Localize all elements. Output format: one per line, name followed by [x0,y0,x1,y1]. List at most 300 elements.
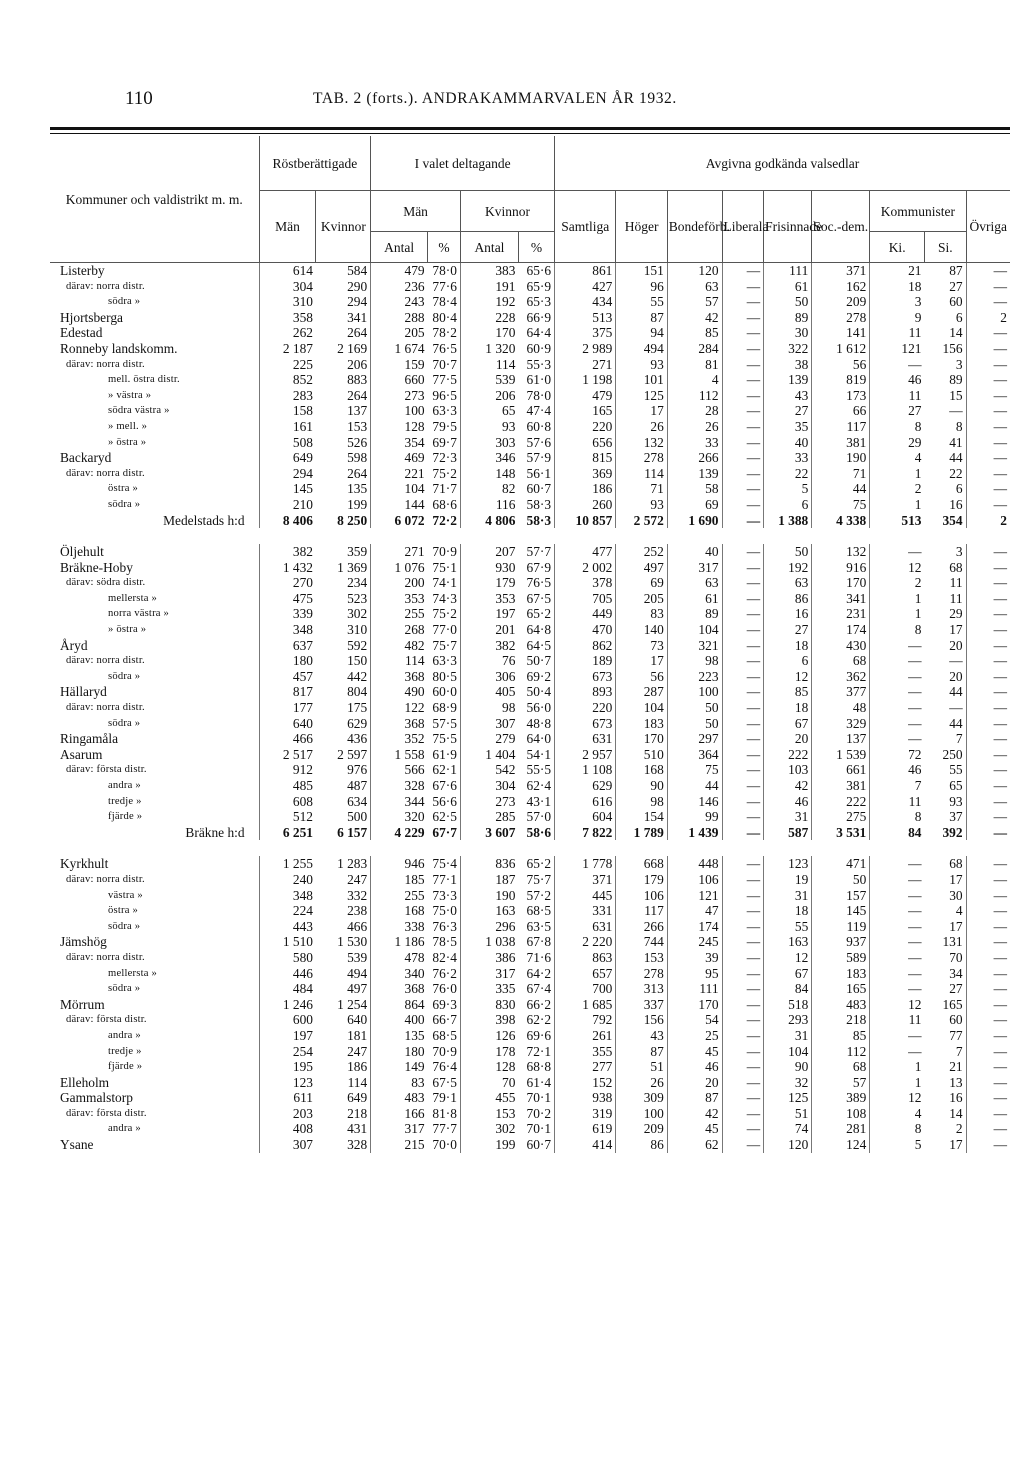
cell-value: 224 [259,903,316,919]
cell-value: 381 [812,778,870,794]
cell-value: — [966,403,1010,419]
cell-value: — [966,1121,1010,1137]
cell-value: 1 246 [259,997,316,1013]
cell-value: 283 [259,388,316,404]
cell-value: — [722,622,764,638]
election-table [50,136,1010,1153]
cell-value: 485 [259,778,316,794]
cell-value: 27 [949,278,963,294]
cell-value: 631 [555,731,616,747]
cell-value: 65·6 [526,263,552,278]
cell-value: 65·3 [526,294,552,310]
cell-value: 2 957 [555,747,616,763]
cell-value: — [949,653,963,669]
table-row [50,279,1010,295]
col-kvinnor-short: Kvinnor [316,191,371,263]
cell-value: 114 [371,653,428,669]
cell-value: 580 [259,950,316,966]
cell-value: 190 [812,450,870,466]
cell-value: 62·1 [432,762,457,778]
cell-value: 11 [870,794,925,810]
cell-value: 228 [460,310,518,326]
cell-value: 392 [942,824,963,840]
cell-value: 11 [870,388,925,404]
cell-value: 344 [371,794,428,810]
cell-value: 135 [347,481,368,497]
cell-value: 145 [259,481,316,497]
table-row [50,435,1010,451]
cell-value: 131 [942,934,963,950]
cell-value: 10 857 [555,513,616,529]
cell-value: — [722,934,764,950]
cell-value: 660 [371,372,428,388]
cell-value: 87 [616,1044,667,1060]
cell-value: 56 [616,669,667,685]
cell-value: 47·4 [526,403,552,419]
cell-value: 629 [555,778,616,794]
cell-value: 192 [460,294,518,310]
cell-value: — [722,747,764,763]
cell-value: 42 [667,310,722,326]
cell-value: 1 255 [259,856,316,872]
table-row [50,341,1010,357]
cell-value: 4 806 [460,513,518,529]
cell-value: 434 [555,294,616,310]
cell-value: 209 [812,294,870,310]
cell-value: 87 [949,263,963,278]
cell-value: 656 [555,435,616,451]
cell-value: — [966,700,1010,716]
cell-value: 8 250 [337,512,368,528]
cell-value: 87 [667,1090,722,1106]
cell-value: 170 [812,575,870,591]
cell-value: 2 517 [259,747,316,763]
cell-value: 29 [949,606,963,622]
cell-value: 76·5 [432,340,457,356]
cell-value: — [722,310,764,326]
cell-value: 144 [371,497,428,513]
cell-value: — [966,950,1010,966]
cell-value: 744 [616,934,667,950]
cell-value: 1 283 [337,856,368,872]
group-spacer [50,840,1010,856]
cell-value: 329 [812,716,870,732]
cell-value: — [870,919,925,935]
district-name: Ringamåla [60,731,119,747]
district-name: därav: norra distr. [66,467,145,479]
cell-value: 442 [347,668,368,684]
cell-value: 173 [812,388,870,404]
cell-value: 26 [616,1075,667,1091]
cell-value: 179 [616,872,667,888]
cell-value: 1 539 [812,747,870,763]
cell-value: 475 [259,591,316,607]
cell-value: — [966,981,1010,997]
cell-value: 42 [667,1106,722,1122]
cell-value: 27 [949,981,963,997]
cell-value: 30 [949,887,963,903]
cell-value: — [966,294,1010,310]
cell-value: 306 [460,669,518,685]
cell-value: 67·5 [432,1074,457,1090]
cell-value: 65 [460,403,518,419]
cell-value: 398 [460,1012,518,1028]
table-row [50,294,1010,310]
cell-value: 4 [870,1106,925,1122]
cell-value: 368 [371,981,428,997]
cell-value: 455 [460,1090,518,1106]
cell-value: 183 [812,966,870,982]
cell-value: 354 [371,435,428,451]
cell-value: 42 [764,778,812,794]
cell-value: 64·0 [526,731,552,747]
table-row [50,357,1010,373]
cell-value: 348 [259,622,316,638]
cell-value: 192 [764,560,812,576]
cell-value: 6 251 [259,825,316,841]
col-socdem: Soc.-dem. [812,191,870,263]
cell-value: 386 [460,950,518,966]
table-row [50,560,1010,576]
cell-value: 338 [371,919,428,935]
cell-value: 14 [949,325,963,341]
cell-value: 294 [347,294,368,310]
cell-value: 1 254 [337,996,368,1012]
col-valet-man: Män [371,191,461,232]
cell-value: 611 [259,1090,316,1106]
cell-value: — [966,591,1010,607]
table-row [50,888,1010,904]
cell-value: 197 [259,1028,316,1044]
cell-value: 792 [555,1012,616,1028]
district-name: fjärde » [108,1061,143,1073]
cell-value: 12 [764,950,812,966]
cell-value: 185 [371,872,428,888]
cell-value: 14 [949,1105,963,1121]
cell-value: 165 [942,996,963,1012]
cell-value: 346 [460,450,518,466]
cell-value: 45 [667,1044,722,1060]
district-name: norra västra » [108,608,170,620]
cell-value: 75·7 [526,871,552,887]
cell-value: — [722,575,764,591]
col-ovriga: Övriga [966,191,1010,263]
cell-value: — [870,638,925,654]
cell-value: 61·9 [432,746,457,762]
district-name: tredje » [108,1045,142,1057]
cell-value: 69 [667,497,722,513]
cell-value: 1 [870,1059,925,1075]
cell-value: 44 [667,778,722,794]
cell-value: 288 [371,310,428,326]
cell-value: 614 [259,263,316,279]
cell-value: — [966,544,1010,560]
cell-value: 207 [460,544,518,560]
district-name: därav: norra distr. [66,655,145,667]
cell-value: 76·0 [432,981,457,997]
cell-value: 307 [460,716,518,732]
cell-value: 483 [812,997,870,1013]
cell-value: 56 [812,357,870,373]
cell-value: — [966,1075,1010,1091]
cell-value: 70·2 [526,1105,552,1121]
cell-value: 353 [371,591,428,607]
cell-value: 1 685 [555,997,616,1013]
cell-value: 482 [371,638,428,654]
cell-value: 819 [812,372,870,388]
cell-value: 78·0 [432,263,457,278]
cell-value: 22 [949,465,963,481]
cell-value: 51 [616,1059,667,1075]
cell-value: 64·5 [526,637,552,653]
cell-value: — [722,1121,764,1137]
cell-value: — [966,1028,1010,1044]
cell-value: 75·2 [432,465,457,481]
cell-value: — [722,1090,764,1106]
cell-value: 121 [870,341,925,357]
cell-value: 77·7 [432,1121,457,1137]
cell-value: 12 [870,1090,925,1106]
cell-value: 117 [812,419,870,435]
cell-value: — [966,747,1010,763]
cell-value: 513 [555,310,616,326]
cell-value: 123 [764,856,812,872]
cell-value: 128 [371,419,428,435]
cell-value: 70·1 [526,1090,552,1106]
col-avgivna: Avgivna godkända valsedlar [555,136,1010,191]
cell-value: 17 [616,653,667,669]
cell-value: 76·3 [432,918,457,934]
cell-value: 381 [812,435,870,451]
cell-value: 78·2 [432,325,457,341]
cell-value: 1 612 [812,341,870,357]
district-name: Gammalstorp [60,1090,133,1106]
table-row [50,466,1010,482]
cell-value: 2 597 [337,746,368,762]
cell-value: 70 [949,949,963,965]
cell-value: 69·2 [526,668,552,684]
cell-value: — [722,825,764,841]
cell-value: 290 [347,278,368,294]
cell-value: 1 439 [667,825,722,841]
cell-value: 29 [870,435,925,451]
cell-value: 310 [347,622,368,638]
cell-value: 427 [555,279,616,295]
cell-value: 79·1 [432,1090,457,1106]
group-spacer [50,528,1010,544]
table-row [50,856,1010,872]
cell-value: 43·1 [526,793,552,809]
cell-value: — [966,1090,1010,1106]
cell-value: — [722,888,764,904]
cell-value: 220 [555,419,616,435]
cell-value: 364 [667,747,722,763]
cell-value: 1 789 [616,825,667,841]
cell-value: — [870,731,925,747]
cell-value: 510 [616,747,667,763]
cell-value: 254 [259,1044,316,1060]
district-name: Öljehult [60,544,104,560]
cell-value: 273 [460,794,518,810]
cell-value: 589 [812,950,870,966]
cell-value: — [949,700,963,716]
cell-value: 180 [259,653,316,669]
cell-value: — [870,700,925,716]
page-header [0,88,1024,112]
district-name: södra » [108,920,141,932]
cell-value: 156 [616,1012,667,1028]
col-valet-deltagande: I valet deltagande [371,136,555,191]
district-name: andra » [108,1029,141,1041]
cell-value: 12 [870,997,925,1013]
cell-value: — [870,888,925,904]
cell-value: 66·2 [526,996,552,1012]
district-name: mell. östra distr. [108,374,180,386]
cell-value: — [722,1075,764,1091]
district-name: Ysane [60,1137,94,1153]
cell-value: 8 [955,418,963,434]
cell-value: 278 [812,310,870,326]
cell-value: 81·8 [432,1105,457,1121]
cell-value: 67·5 [526,590,552,606]
cell-value: 266 [616,919,667,935]
col-hoger: Höger [616,191,667,263]
cell-value: 508 [259,435,316,451]
cell-value: — [966,450,1010,466]
cell-value: 378 [555,575,616,591]
cell-value: 70·1 [526,1121,552,1137]
cell-value: 181 [347,1027,368,1043]
cell-value: — [722,716,764,732]
cell-value: 17 [949,918,963,934]
table-row [50,966,1010,982]
cell-value: 165 [555,403,616,419]
cell-value: 640 [259,716,316,732]
cell-value: 57·0 [526,809,552,825]
cell-value: 3 607 [460,825,518,841]
district-name: därav: norra distr. [66,702,145,714]
cell-value: 466 [347,918,368,934]
cell-value: 285 [460,809,518,825]
cell-value: 67 [764,716,812,732]
cell-value: 191 [460,279,518,295]
cell-value: — [870,950,925,966]
cell-value: — [722,762,764,778]
cell-value: 2 187 [259,341,316,357]
cell-value: — [870,966,925,982]
cell-value: 817 [259,684,316,700]
cell-value: 371 [812,263,870,279]
cell-value: 96 [616,279,667,295]
cell-value: 317 [667,560,722,576]
cell-value: 100 [616,1106,667,1122]
cell-value: 457 [259,669,316,685]
cell-value: 328 [371,778,428,794]
cell-value: 80·4 [432,309,457,325]
cell-value: 209 [616,1121,667,1137]
cell-value: 117 [616,903,667,919]
cell-value: 8 406 [259,513,316,529]
cell-value: 1 186 [371,934,428,950]
col-ki: Ki. [870,232,925,263]
cell-value: 518 [764,997,812,1013]
cell-value: 21 [949,1059,963,1075]
cell-value: — [870,1044,925,1060]
cell-value: 100 [371,403,428,419]
cell-value: 70 [460,1075,518,1091]
cell-value: 63·5 [526,918,552,934]
cell-value: 673 [555,716,616,732]
cell-value: 369 [555,466,616,482]
cell-value: 44 [949,684,963,700]
cell-value: 163 [764,934,812,950]
cell-value: 67·6 [432,778,457,793]
cell-value: 180 [371,1044,428,1060]
cell-value: 112 [812,1044,870,1060]
cell-value: 20 [764,731,812,747]
cell-value: 331 [555,903,616,919]
cell-value: — [722,809,764,825]
cell-value: 71 [616,481,667,497]
cell-value: 220 [555,700,616,716]
cell-value: 61·0 [526,372,552,388]
cell-value: — [722,1012,764,1028]
cell-value: 70·0 [432,1137,457,1153]
cell-value: 1 558 [371,747,428,763]
cell-value: 341 [812,591,870,607]
table-row [50,762,1010,778]
cell-value: 2 [966,310,1010,326]
cell-value: 375 [555,325,616,341]
cell-value: 938 [555,1090,616,1106]
cell-value: 657 [555,966,616,982]
district-name: fjärde » [108,811,143,823]
cell-value: 277 [555,1059,616,1075]
cell-value: — [870,1028,925,1044]
cell-value: 170 [460,325,518,341]
cell-value: — [870,669,925,685]
cell-value: 17 [949,622,963,638]
cell-value: 359 [347,544,368,560]
table-row [50,1075,1010,1091]
cell-value: — [966,419,1010,435]
cell-value: 55 [764,919,812,935]
cell-value: 78·4 [432,294,457,310]
cell-value: 861 [555,263,616,279]
district-name: » östra » [108,436,147,448]
cell-value: 542 [460,762,518,778]
cell-value: 278 [616,450,667,466]
cell-value: 72·3 [432,450,457,466]
cell-value: 13 [949,1074,963,1090]
cell-value: — [722,669,764,685]
cell-value: 1 388 [764,513,812,529]
cell-value: 149 [371,1059,428,1075]
cell-value: 56·0 [526,700,552,716]
cell-value: 75·7 [432,637,457,653]
cell-value: — [966,653,1010,669]
table-row [50,450,1010,466]
cell-value: 68·6 [432,496,457,512]
cell-value: 5 [870,1137,925,1153]
cell-value: 55 [616,294,667,310]
cell-value: 61 [764,279,812,295]
cell-value: — [722,513,764,529]
cell-value: 57·2 [526,887,552,903]
cell-value: 494 [616,341,667,357]
cell-value: 206 [460,388,518,404]
cell-value: 231 [812,606,870,622]
